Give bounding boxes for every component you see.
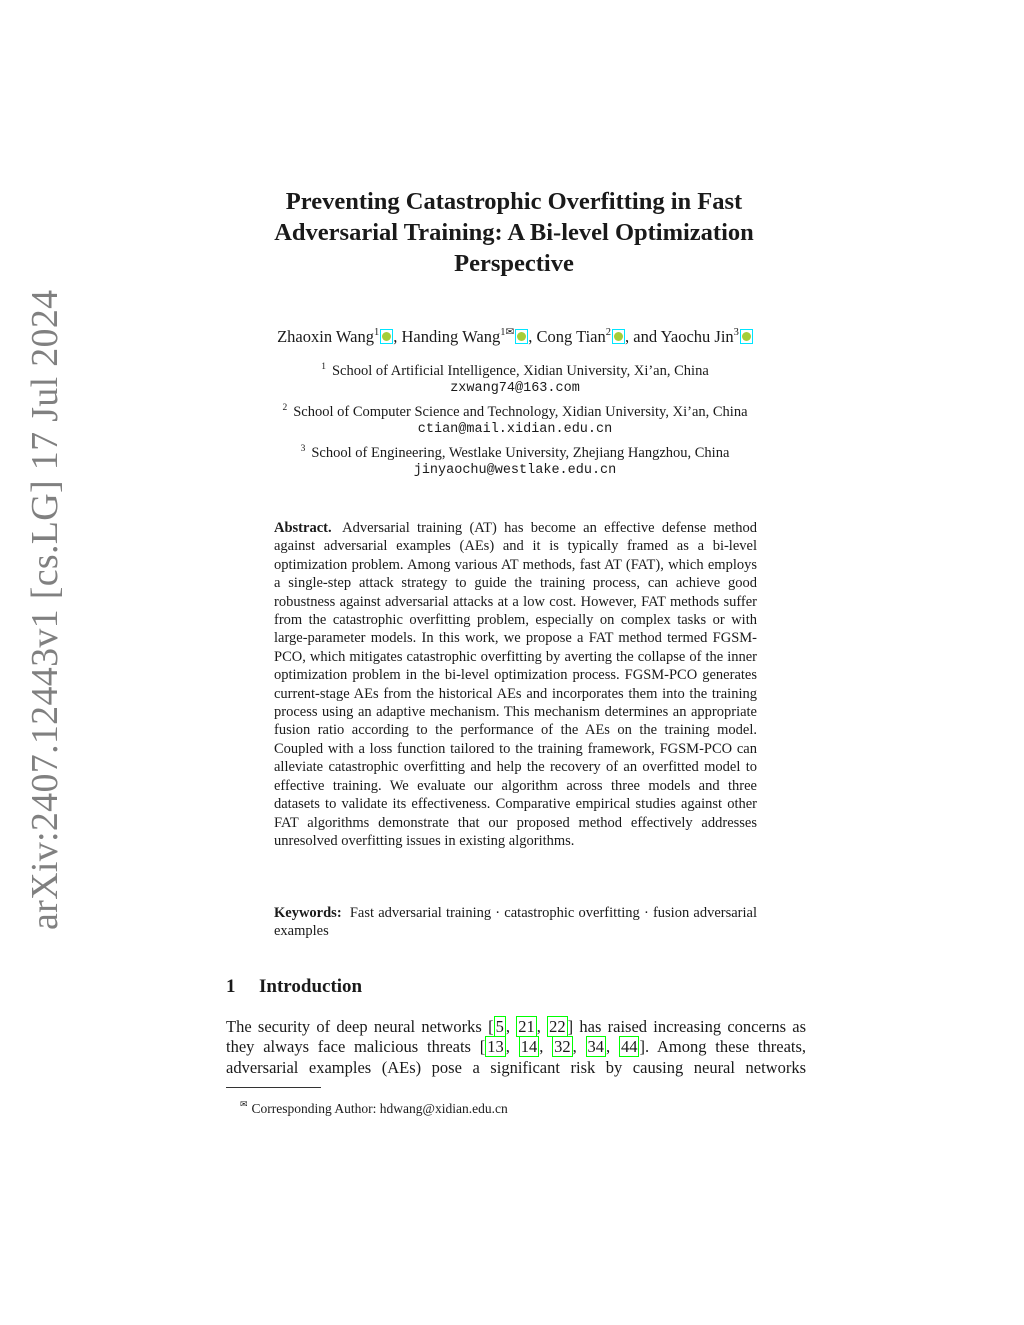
paper-title <box>214 186 814 279</box>
author-sup: 2 <box>605 327 612 338</box>
author-name: Yaochu Jin <box>660 327 734 346</box>
citation-link[interactable]: 44 <box>620 1037 638 1057</box>
author-name: Zhaoxin Wang <box>277 327 374 346</box>
orcid-icon[interactable] <box>612 329 625 344</box>
author-sup: 3 <box>733 327 739 338</box>
intro-paragraph: The security of deep neural networks [ 5 , 21 , 22 ] has raised increasing concerns as they always face malicious threats [ 13 , 14 , 32 , 34 , 44 ]. Among these threats, adversarial examples (AEs) pose a significant risk by causing neural networks <box>226 1017 807 1077</box>
author-separator: , and <box>625 327 661 346</box>
author-sup: 1✉ <box>500 327 515 338</box>
affiliation-email[interactable]: ctian@mail.xidian.edu.cn <box>417 422 613 438</box>
affiliation-email[interactable]: jinyaochu@westlake.edu.cn <box>413 463 617 479</box>
abstract-text: Adversarial training (AT) has become an effective defense method against adversarial examples (AEs) and it is typically framed as a bi-level optimization problem. Among various AT methods, fast AT (FAT), which employs a single-step attack strategy to guide the training process, can achieve good robustness against adversarial attacks at a low cost. However, FAT methods suffer from the catastrophic overfitting problem, especially on complex tasks or with large-parameter models. In this work, we propose a FAT method termed FGSM-PCO, which mitigates catastrophic overfitting by averting the collapse of the inner optimization problem in the bi-level optimization process. FGSM-PCO generates current-stage AEs from the historical AEs and incorporates them into the training process using an adaptive mechanism. This mechanism determines an appropriate fusion ratio according to the performance of the AEs on the training model. Coupled with a loss function tailored to the training framework, FGSM-PCO can alleviate catastrophic overfitting and help the recovery of an overfitted model to effective training. We evaluate our algorithm across three models and three datasets to validate its effectiveness. Comparative empirical studies against other FAT algorithms demonstrate that our proposed method effectively addresses unresolved overfitting issues in existing algorithms. <box>274 520 758 849</box>
orcid-icon[interactable] <box>740 329 753 344</box>
affiliation-line <box>150 399 880 421</box>
intro-text: has raised increasing concerns as they always face malicious threats <box>226 1017 807 1057</box>
affiliation-sup: 1 <box>321 362 326 372</box>
author-name: Handing Wang <box>401 327 501 346</box>
affiliation-sup: 3 <box>300 443 306 454</box>
section-number: 1 <box>226 976 236 997</box>
intro-text: The security of deep neural networks <box>226 1017 489 1036</box>
author-list: Zhaoxin Wang$^1$ , Handing Wang$^{1✉}$ , Cong Tian$^2$ , and Yaochu Jin$^3$ <box>150 322 880 348</box>
citation-link[interactable]: 13 <box>487 1037 504 1057</box>
intro-text: . Among these threats, adversarial examples (AEs) pose a significant risk by causing neural networks <box>226 1037 807 1077</box>
title-line: Perspective <box>454 250 574 277</box>
keywords <box>274 904 757 941</box>
citation-link[interactable]: 34 <box>587 1037 605 1057</box>
affiliation-name: School of Engineering, Westlake University, Zhejiang Hangzhou, China <box>311 444 730 461</box>
orcid-icon[interactable] <box>380 329 393 344</box>
abstract <box>274 519 757 850</box>
section-heading <box>226 975 362 999</box>
affiliation-line <box>150 358 880 380</box>
affiliation-sup: 2 <box>282 402 288 413</box>
affiliation-line <box>150 440 880 462</box>
citation-link[interactable]: 22 <box>549 1017 566 1036</box>
abstract-label: Abstract. <box>274 520 332 536</box>
citation-link[interactable]: 32 <box>554 1037 571 1057</box>
footnote-text: Corresponding Author: hdwang@xidian.edu.cn <box>251 1101 508 1116</box>
keywords-label: Keywords: <box>274 905 342 921</box>
arxiv-identifier-stamp: arXiv:2407.12443v1 [cs.LG] 17 Jul 2024 <box>24 289 66 930</box>
affiliation-name: School of Computer Science and Technology, Xidian University, Xi’an, China <box>293 403 748 420</box>
footnote-rule <box>226 1087 321 1088</box>
affiliation-name: School of Artificial Intelligence, Xidian University, Xi’an, China <box>331 363 709 379</box>
affiliation-email[interactable]: zxwang74@163.com <box>450 381 580 397</box>
citation-link[interactable]: 5 <box>495 1017 504 1036</box>
citation-link[interactable]: 21 <box>518 1017 535 1036</box>
orcid-icon[interactable] <box>515 329 528 344</box>
author-name: Cong Tian <box>536 327 606 346</box>
envelope-icon: ✉ <box>240 1099 248 1109</box>
author-sup: 1 <box>373 327 380 338</box>
keywords-text: Fast adversarial training · catastrophic overfitting · fusion adversarial examples <box>274 905 757 940</box>
title-line: Adversarial Training: A Bi-level Optimization <box>274 219 754 246</box>
title-line: Preventing Catastrophic Overfitting in Fast <box>285 188 743 215</box>
affiliations <box>150 358 880 480</box>
citation-link[interactable]: 14 <box>520 1037 538 1057</box>
section-title: Introduction <box>259 976 363 997</box>
footnote <box>240 1095 508 1118</box>
